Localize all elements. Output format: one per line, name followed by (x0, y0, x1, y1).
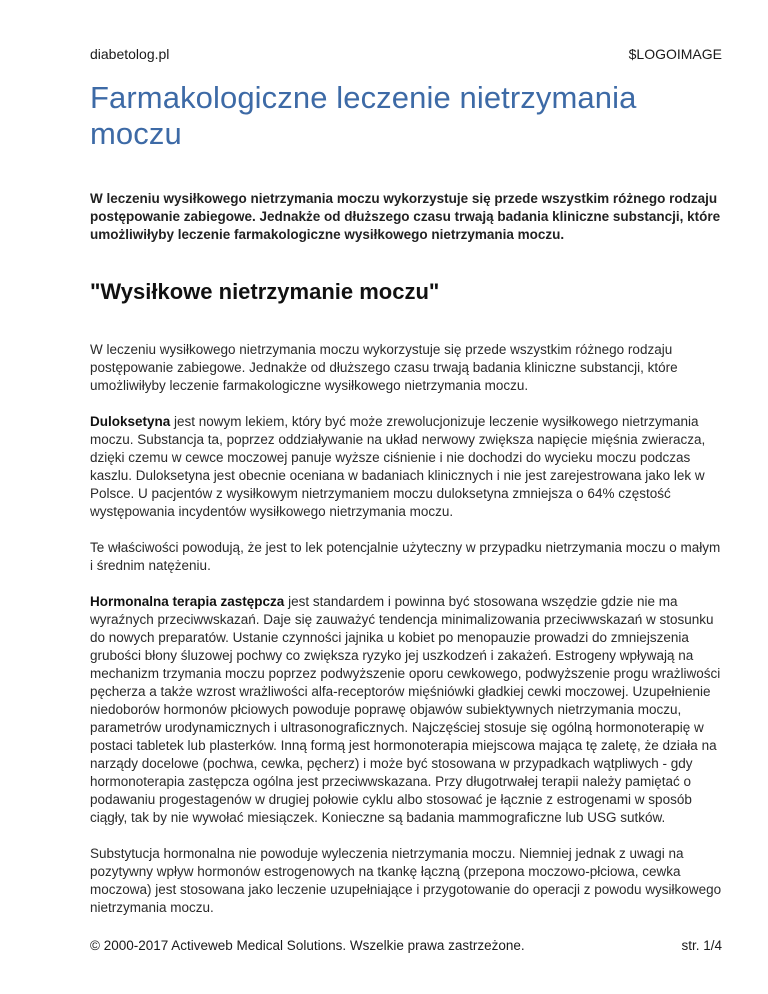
copyright-text: © 2000-2017 Activeweb Medical Solutions. Wszelkie prawa zastrzeżone. (90, 938, 525, 953)
term-duloksetyna: Duloksetyna (90, 414, 171, 429)
page-header (90, 44, 722, 64)
paragraph-duloksetyna-text: jest nowym lekiem, który być może zrewolucjonizuje leczenie wysiłkowego nietrzymania moczu. Substancja ta, poprzez oddziaływanie na układ nerwowy zwiększa napięcie mięśnia zwieracza, dzięki czemu w cewce moczowej panuje wyższe ciśnienie i nie dochodzi do wycieku moczu podczas kaszlu. Duloksetyna jest obecnie oceniana w badaniach klinicznych i nie jest zarejestrowana jako lek w Polsce. U pacjentów z wysiłkowym nietrzymaniem moczu duloksetyna zmniejsza o 64% częstość występowania incydentów wysiłkowego nietrzymania moczu. (90, 414, 706, 519)
page-number: str. 1/4 (681, 938, 722, 953)
term-hormonal-therapy: Hormonalna terapia zastępcza (90, 594, 285, 609)
paragraph-properties: Te właściwości powodują, że jest to lek potencjalnie użyteczny w przypadku nietrzymania moczu o małym i średnim natężeniu. (90, 540, 721, 573)
paragraph-substitution: Substytucja hormonalna nie powoduje wyleczenia nietrzymania moczu. Niemniej jednak z uwagi na pozytywny wpływ hormonów estrogenowych na tkankę łączną (przepona moczowo-płciowa, cewka moczowa) jest stosowana jako leczenie uzupełniające i przygotowanie do operacji z powodu wysiłkowego nietrzymania moczu. (90, 846, 722, 915)
paragraph-hormonal-therapy (90, 593, 726, 827)
article-title: Farmakologiczne leczenie nietrzymania moczu (90, 80, 637, 151)
paragraph-intro: W leczeniu wysiłkowego nietrzymania moczu wykorzystuje się przede wszystkim różnego rodzaju postępowanie zabiegowe. Jednakże od dłuższego czasu trwają badania kliniczne substancji, które umożliwiłyby leczenie farmakologiczne wysiłkowego nietrzymania moczu. (90, 342, 678, 393)
section-heading: "Wysiłkowe nietrzymanie moczu" (90, 279, 440, 304)
article-lead: W leczeniu wysiłkowego nietrzymania moczu wykorzystuje się przede wszystkim różnego rodzaju postępowanie zabiegowe. Jednakże od dłuższego czasu trwają badania kliniczne substancji, które umożliwiłyby leczenie farmakologiczne wysiłkowego nietrzymania moczu. (90, 191, 721, 242)
site-name: diabetolog.pl (90, 46, 170, 62)
article-body (90, 341, 726, 917)
article (90, 80, 726, 935)
logo-placeholder: $LOGOIMAGE (628, 46, 722, 62)
paragraph-duloksetyna (90, 413, 726, 521)
paragraph-hormonal-therapy-text: jest standardem i powinna być stosowana wszędzie gdzie nie ma wyraźnych przeciwwskazań. Daje się zauważyć tendencja minimalizowania przeciwwskazań w stosunku do nowych preparatów. Ustanie czynności jajnika u kobiet po menopauzie prowadzi do zmniejszenia grubości błony śluzowej pochwy co zwiększa ryzyko jej uszkodzeń i zakażeń. Estrogeny wpływają na mechanizm trzymania moczu poprzez podwyższenie oporu cewkowego, podwyższenie progu wrażliwości pęcherza a także wzrost wrażliwości alfa-receptorów mięśniówki gładkiej cewki moczowej. Uzupełnienie niedoborów hormonów płciowych powoduje poprawę objawów subiektywnych nietrzymania moczu, parametrów urodynamicznych i ultrasonograficznych. Najczęściej stosuje się ogólną hormonoterapię w postaci tabletek lub plasterków. Inną formą jest hormonoterapia miejscowa mająca tę zaletę, że działa na narządy docelowe (pochwa, cewka, pęcherz) i może być stosowana w przypadkach wątpliwych - gdy hormonoterapia zastępcza ogólna jest przeciwwskazana. Przy długotrwałej terapii należy pamiętać o podawaniu progestagenów w drugiej połowie cyklu albo stosować je łącznie z estrogenami w sposób ciągły, tak by nie wywołać miesiączek. Konieczne są badania mammograficzne lub USG sutków. (90, 594, 721, 825)
